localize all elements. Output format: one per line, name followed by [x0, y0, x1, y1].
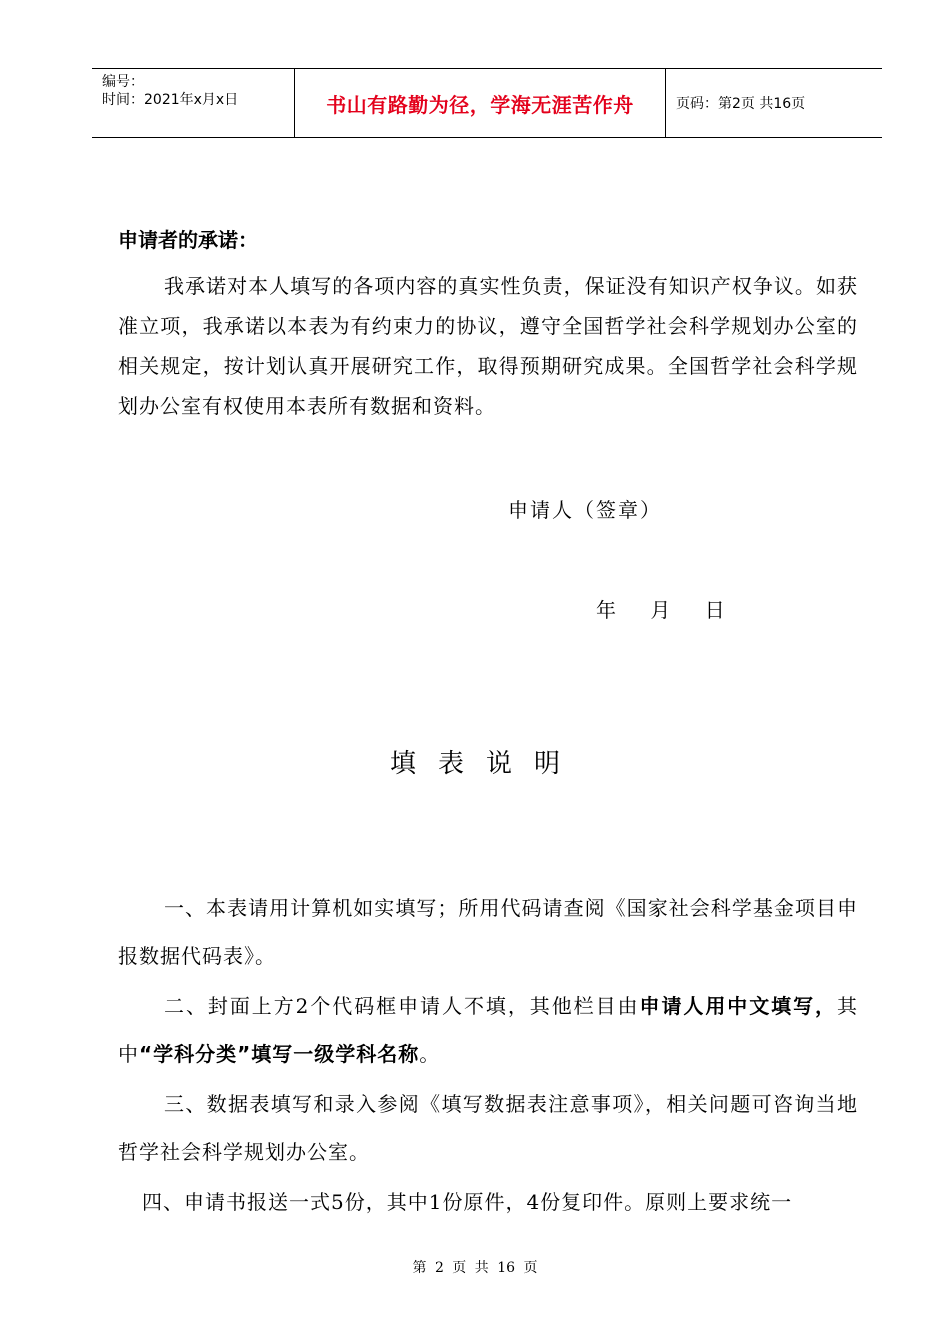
instruction-item-2 [118, 982, 858, 1078]
instruction-item-2-bold-a: 申请人用中文填写， [639, 994, 837, 1018]
instruction-item-1: 一、本表请用计算机如实填写；所用代码请查阅《国家社会科学基金项目申报数据代码表》。 [118, 896, 858, 968]
applicant-signature: 申请人（签章） [508, 498, 662, 522]
document-time-label: 时间：2021年x月x日 [102, 92, 239, 108]
instruction-item-4: 四、申请书报送一式5份，其中1份原件，4份复印件。原则上要求统一 [142, 1190, 793, 1214]
header-table [92, 68, 882, 138]
document-number-label: 编号： [102, 74, 144, 90]
instructions-title: 填表说明 [389, 749, 582, 779]
instruction-item-2-bold-b: “学科分类”填写一级学科名称 [139, 1042, 420, 1066]
header-page-cell [666, 69, 882, 137]
header-motto-cell [294, 69, 666, 137]
header-meta-cell [92, 69, 294, 137]
signature-date: 年 月 日 [596, 598, 725, 622]
instruction-item-2-text: 二、封面上方2个代码框申请人不填，其他栏目由 [164, 994, 640, 1018]
pledge-body: 我承诺对本人填写的各项内容的真实性负责，保证没有知识产权争议。如获准立项，我承诺以本表为有约束力的协议，遵守全国哲学社会科学规划办公室的相关规定，按计划认真开展研究工作，取得预期研究成果。全国哲学社会科学规划办公室有权使用本表所有数据和资料。 [118, 274, 858, 418]
pledge-title: 申请者的承诺： [118, 228, 258, 252]
instruction-item-2-mid: 其中 [118, 994, 858, 1066]
instruction-item-2-end: 。 [419, 1042, 441, 1066]
header-motto: 书山有路勤为径，学海无涯苦作舟 [326, 92, 634, 117]
header-page-info: 页码：第2页 共16页 [676, 96, 806, 112]
instruction-item-3: 三、数据表填写和录入参阅《填写数据表注意事项》，相关问题可咨询当地哲学社会科学规划办公室。 [118, 1092, 858, 1164]
page-footer: 第 2 页 共 16 页 [412, 1260, 538, 1276]
